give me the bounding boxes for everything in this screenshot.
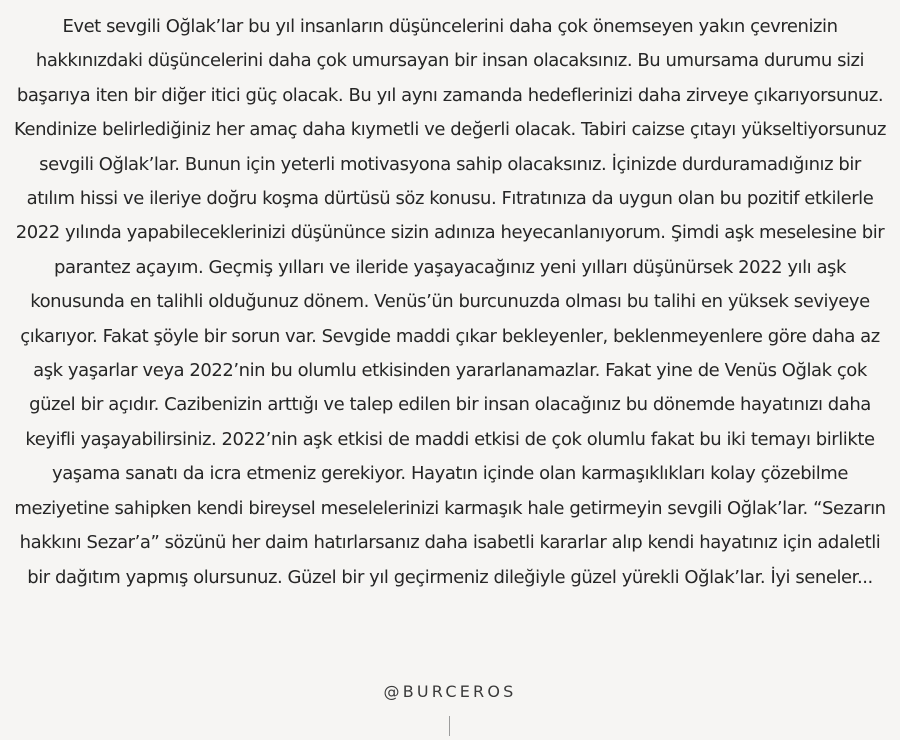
author-handle[interactable]: @BURCEROS: [383, 682, 517, 701]
horoscope-paragraph: Evet sevgili Oğlak’lar bu yıl insanların düşüncelerini daha çok önemseyen yakın çevrenizin hakkınızdaki düşüncelerini daha çok umursayan bir insan olacaksınız. Bu umursama durumu sizi başarıya iten bir diğer itici güç olacak. Bu yıl aynı zamanda hedeflerinizi daha zirveye çıkarıyorsunuz. Kendinize belirlediğiniz her amaç daha kıymetli ve değerli olacak. Tabiri caizse çıtayı yükseltiyorsunuz sevgili Oğlak’lar. Bunun için yeterli motivasyona sahip olacaksınız. İçinizde durduramadığınız bir atılım hissi ve ileriye doğru koşma dürtüsü söz konusu. Fıtratınıza da uygun olan bu pozitif etkilerle 2022 yılında yapabileceklerinizi düşününce sizin adınıza heyecanlanıyorum. Şimdi aşk meselesine bir parantez açayım. Geçmiş yılları ve ileride yaşayacağınız yeni yılları düşünürsek 2022 yılı aşk konusunda en talihli olduğunuz dönem. Venüs’ün burcunuzda olması bu talihi en yüksek seviyeye çıkarıyor. Fakat şöyle bir sorun var. Sevgide maddi çıkar bekleyenler, beklenmeyenlere göre daha az aşk yaşarlar veya 2022’nin bu olumlu etkisinden yararlanamazlar. Fakat yine de Venüs Oğlak çok güzel bir açıdır. Cazibenizin arttığı ve talep edilen bir insan olacağınız bu dönemde hayatınızı daha keyifli yaşayabilirsiniz. 2022’nin aşk etkisi de maddi etkisi de çok olumlu fakat bu iki temayı birlikte yaşama sanatı da icra etmeniz gerekiyor. Hayatın içinde olan karmaşıklıkları kolay çözebilme meziyetine sahipken kendi bireysel meselelerinizi karmaşık hale getirmeyin sevgili Oğlak’lar. “Sezarın hakkını Sezar’a” sözünü her daim hatırlarsanız daha isabetli kararlar alıp kendi hayatınız için adaletli bir dağıtım yapmış olursunuz. Güzel bir yıl geçirmeniz dileğiyle güzel yürekli Oğlak’lar. İyi seneler...: [14, 16, 887, 588]
text-cursor: [449, 716, 450, 736]
